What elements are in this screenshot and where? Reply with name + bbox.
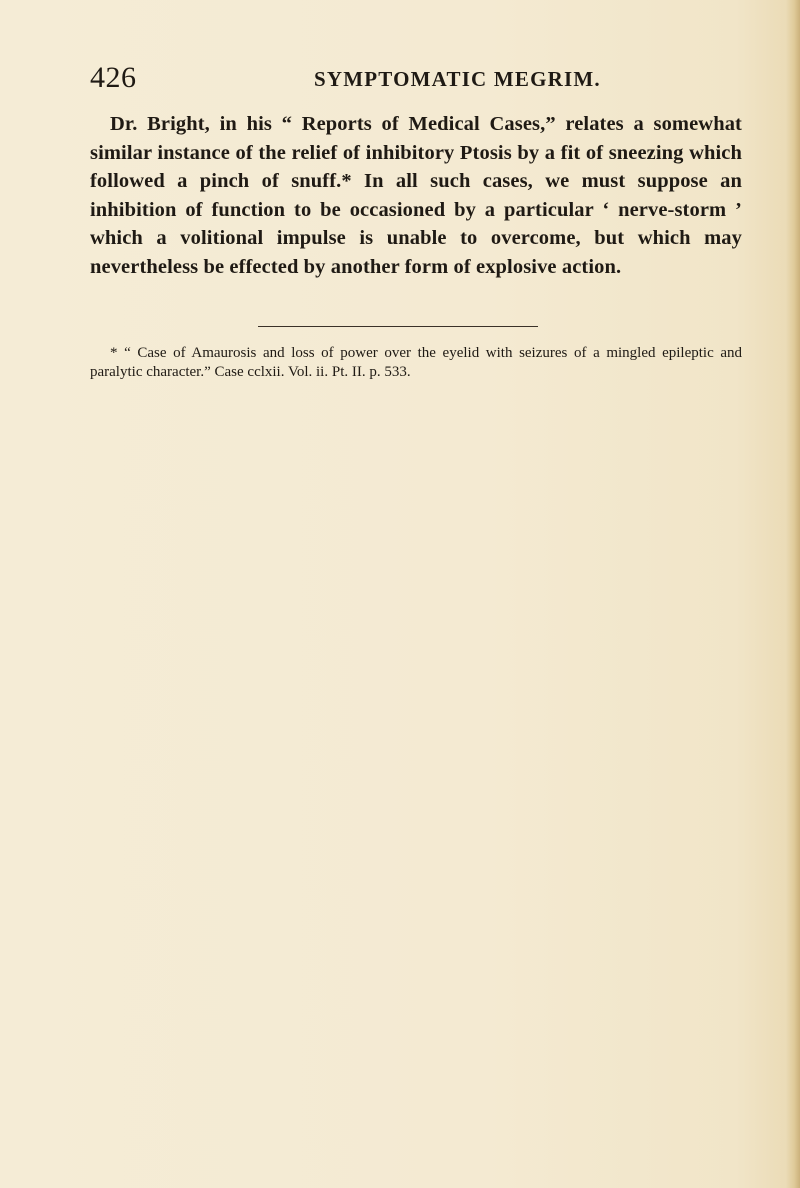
footnote-text: * “ Case of Amaurosis and loss of power over the eyelid with seizures of a mingled epileptic and paralytic character.” Case cclxii. Vol. ii. Pt. II. p. 533.	[90, 345, 742, 380]
body-text	[90, 110, 742, 282]
footnote	[90, 344, 742, 381]
footnote-rule	[258, 326, 538, 327]
page-number: 426	[90, 61, 137, 94]
page-edge-shadow	[786, 0, 800, 1188]
page-header	[90, 60, 750, 96]
running-title: SYMPTOMATIC MEGRIM.	[314, 67, 601, 91]
body-paragraph: Dr. Bright, in his “ Reports of Medical Cases,” relates a somewhat similar instance of the relief of inhibitory Ptosis by a fit of sneezing which followed a pinch of snuff.* In all such cases, we must suppose an inhibition of function to be occasioned by a particular ‘ nerve-storm ’ which a volitional impulse is unable to overcome, but which may nevertheless be effected by another form of explosive action.	[90, 113, 742, 278]
